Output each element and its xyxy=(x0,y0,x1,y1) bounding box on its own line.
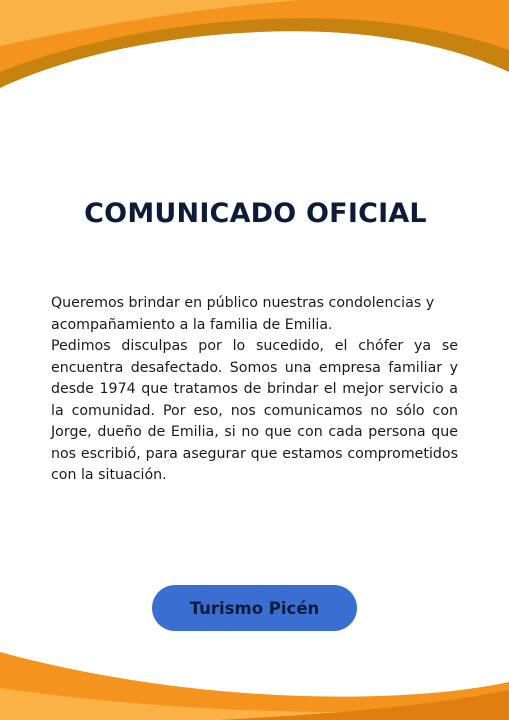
statement-paragraph-apology: Pedimos disculpas por lo sucedido, el chófer ya se encuentra desafectado. Somos una empresa familiar y desde 1974 que tratamos de brindar el mejor servicio a la comunidad. Por eso, nos comunicamos no sólo con Jorge, dueño de Emilia, si no que con cada persona que nos escribió, para asegurar que estamos comprometidos con la situación. xyxy=(51,338,458,483)
statement-paragraph-condolences: Queremos brindar en público nuestras condolencias y acompañamiento a la familia de Emilia. xyxy=(51,295,435,333)
company-name-button[interactable]: Turismo Picén xyxy=(152,585,357,631)
statement-body xyxy=(51,293,458,487)
page-title: COMUNICADO OFICIAL xyxy=(84,198,427,229)
top-orange-wave-decoration xyxy=(0,0,509,120)
bottom-orange-wave-decoration xyxy=(0,630,509,720)
